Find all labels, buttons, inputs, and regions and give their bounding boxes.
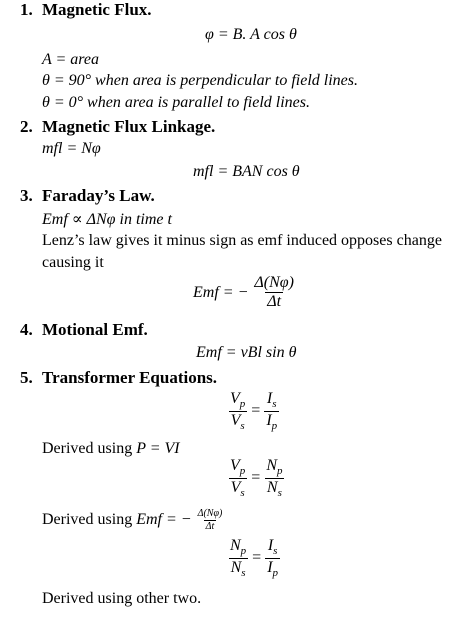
section-5-number: 5. (20, 368, 33, 387)
eq2-left-fraction: $\frac{V_p}{V_s}$ (230, 457, 246, 500)
faraday-fraction (252, 274, 296, 312)
faraday-denominator: Δt (267, 293, 282, 311)
derived-using-other-two: Derived using other two. (42, 590, 202, 607)
emf-small-fraction: $\frac{\Delta(N\varphi)}{\Delta t}$ (197, 508, 223, 532)
motional-emf-theta: θ (288, 344, 297, 361)
derived-using-power: Derived using P = VI (42, 440, 180, 457)
derived-using-emf: Derived using Emf = − $\frac{\Delta(N\varphi)}{\Delta t}$ (42, 508, 223, 532)
section-2-title: Magnetic Flux Linkage. (42, 117, 216, 136)
magnetic-flux-formula: φ = B. A cos θ (205, 26, 297, 43)
section-1-title: Magnetic Flux. (42, 0, 152, 19)
section-4-number: 4. (20, 320, 33, 339)
transformer-eq-1: $\frac{V_p}{V_s}$ = $\frac{I_s}{I_p}$ (230, 390, 278, 433)
section-1-heading (20, 0, 152, 20)
emf-lhs: Emf = − (136, 511, 192, 528)
flux-linkage-definition: mfl = Nφ (42, 140, 101, 157)
lenz-law-text-line-2: causing it (42, 254, 104, 271)
faraday-law-equation (193, 274, 296, 312)
lenz-law-text-line-1: Lenz’s law gives it minus sign as emf induced opposes change (42, 232, 442, 249)
section-4-title: Motional Emf. (42, 320, 148, 339)
section-3-title: Faraday’s Law. (42, 186, 155, 205)
section-4-heading (20, 320, 148, 340)
section-2-heading (20, 117, 215, 137)
theta-parallel-line: θ = 0° when area is parallel to field lines. (42, 94, 310, 111)
section-3-heading (20, 186, 155, 206)
faraday-lhs: Emf = − (193, 283, 249, 301)
eq3-left-fraction: $\frac{N_p}{N_s}$ (230, 537, 247, 580)
eq2-right-fraction: $\frac{N_p}{N_s}$ (266, 457, 283, 500)
section-3-number: 3. (20, 186, 33, 205)
transformer-eq-3: $\frac{N_p}{N_s}$ = $\frac{I_s}{I_p}$ (230, 537, 279, 580)
theta-perpendicular-line: θ = 90° when area is perpendicular to field lines. (42, 72, 358, 89)
transformer-eq-2: $\frac{V_p}{V_s}$ = $\frac{N_p}{N_s}$ (230, 457, 283, 500)
motional-emf-formula (196, 344, 296, 362)
flux-linkage-formula: mfl = BAN cos θ (193, 163, 300, 180)
section-5-heading (20, 368, 217, 388)
eq1-right-fraction: $\frac{I_s}{I_p}$ (266, 390, 278, 433)
eq3-right-fraction: $\frac{I_s}{I_p}$ (267, 537, 279, 580)
area-definition: A = area (42, 51, 100, 68)
section-2-number: 2. (20, 117, 33, 136)
section-1-number: 1. (20, 0, 33, 19)
faraday-numerator: Δ(Nφ) (254, 274, 294, 291)
power-formula: P = VI (136, 440, 180, 457)
motional-emf-lhs: Emf = vBl sin (196, 344, 285, 361)
eq1-left-fraction: $\frac{V_p}{V_s}$ (230, 390, 246, 433)
faraday-proportionality: Emf ∝ ΔNφ in time t (42, 211, 172, 228)
section-5-title: Transformer Equations. (42, 368, 218, 387)
